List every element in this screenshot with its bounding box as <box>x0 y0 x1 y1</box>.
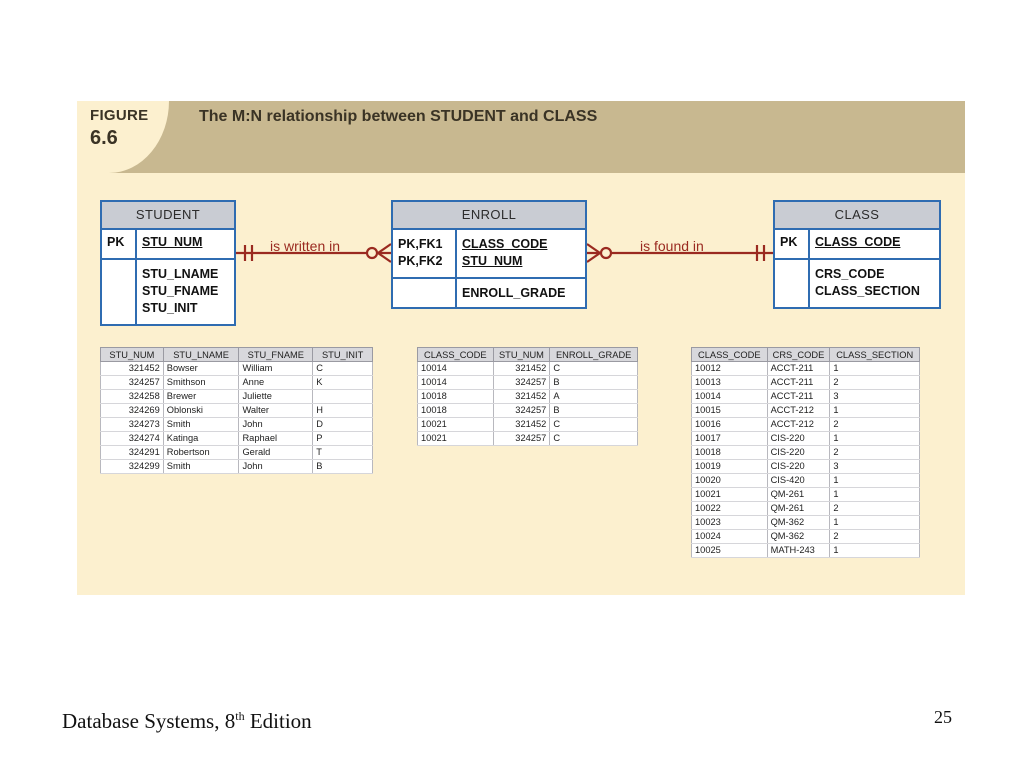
table-cell: 321452 <box>101 362 164 376</box>
table-cell: Brewer <box>163 390 239 404</box>
enroll-key: PK,FK2 <box>398 254 443 268</box>
column-header: STU_FNAME <box>239 348 313 362</box>
table-cell: 2 <box>830 376 920 390</box>
class-pk-attr: CLASS_CODE <box>815 235 901 249</box>
table-row <box>692 446 920 460</box>
table-cell: Smithson <box>163 376 239 390</box>
student-attrs <box>137 260 234 326</box>
student-pk-key: PK <box>102 230 137 258</box>
class-pk-row <box>775 230 939 260</box>
table-cell: 1 <box>830 516 920 530</box>
table-cell: 321452 <box>493 362 550 376</box>
column-header: CLASS_CODE <box>418 348 494 362</box>
table-cell: 3 <box>830 390 920 404</box>
table-row <box>418 390 638 404</box>
class-pk-attrs <box>810 230 939 258</box>
table-row <box>101 404 373 418</box>
table-cell: 1 <box>830 544 920 558</box>
relationship-label-student-enroll: is written in <box>270 238 341 254</box>
table-cell: Gerald <box>239 446 313 460</box>
table-cell: Smith <box>163 418 239 432</box>
class-attr: CLASS_SECTION <box>815 284 920 298</box>
column-header: CLASS_CODE <box>692 348 768 362</box>
table-cell: John <box>239 460 313 474</box>
student-table <box>100 347 373 474</box>
column-header: STU_INIT <box>313 348 373 362</box>
column-header: ENROLL_GRADE <box>550 348 638 362</box>
table-cell: 1 <box>830 432 920 446</box>
table-cell: C <box>550 418 638 432</box>
page-number: 25 <box>934 707 952 727</box>
student-attr: STU_FNAME <box>142 284 219 298</box>
table-row <box>692 488 920 502</box>
table-cell: ACCT-211 <box>767 362 830 376</box>
table-cell: Smith <box>163 460 239 474</box>
table-cell: 10022 <box>692 502 768 516</box>
class-attr-row <box>775 260 939 309</box>
table-row <box>692 474 920 488</box>
table-row <box>101 460 373 474</box>
table-cell: 10018 <box>418 390 494 404</box>
table-cell: 324299 <box>101 460 164 474</box>
table-cell: ACCT-212 <box>767 404 830 418</box>
table-cell: ACCT-211 <box>767 390 830 404</box>
table-cell: 10015 <box>692 404 768 418</box>
figure-label: FIGURE <box>90 107 149 124</box>
table-row <box>418 432 638 446</box>
table-row <box>418 376 638 390</box>
figure-number: 6.6 <box>90 127 118 149</box>
table-cell: 3 <box>830 460 920 474</box>
book-title <box>62 709 312 734</box>
figure-title: The M:N relationship between STUDENT and CLASS <box>199 108 598 125</box>
table-cell: B <box>550 404 638 418</box>
class-pk-key: PK <box>775 230 810 258</box>
table-row <box>101 432 373 446</box>
student-attr-key-cell <box>102 260 137 326</box>
table-cell: John <box>239 418 313 432</box>
table-cell: Walter <box>239 404 313 418</box>
table-row <box>692 544 920 558</box>
class-entity-name: CLASS <box>775 202 939 230</box>
table-cell: 10018 <box>418 404 494 418</box>
table-row <box>692 516 920 530</box>
book-title-prefix: Database Systems, 8 <box>62 709 236 733</box>
table-cell: Robertson <box>163 446 239 460</box>
table-cell: 324257 <box>493 432 550 446</box>
table-cell: 10013 <box>692 376 768 390</box>
table-cell: 321452 <box>493 418 550 432</box>
table-cell: 2 <box>830 530 920 544</box>
table-cell: 1 <box>830 488 920 502</box>
table-row <box>692 362 920 376</box>
student-entity <box>100 200 236 326</box>
table-cell: 324291 <box>101 446 164 460</box>
table-cell: William <box>239 362 313 376</box>
table-cell: 10016 <box>692 418 768 432</box>
table-cell: 10023 <box>692 516 768 530</box>
table-cell: B <box>313 460 373 474</box>
table-cell: A <box>550 390 638 404</box>
enroll-attr-key-cell <box>393 279 457 309</box>
table-cell: Bowser <box>163 362 239 376</box>
table-cell: 324258 <box>101 390 164 404</box>
enroll-pk-attr: CLASS_CODE <box>462 237 548 251</box>
table-cell: 2 <box>830 446 920 460</box>
table-row <box>692 404 920 418</box>
student-pk-attrs <box>137 230 234 258</box>
table-cell: Juliette <box>239 390 313 404</box>
table-cell: QM-261 <box>767 488 830 502</box>
table-row <box>418 362 638 376</box>
column-header: STU_NUM <box>493 348 550 362</box>
table-cell: 1 <box>830 474 920 488</box>
enroll-key: PK,FK1 <box>398 237 443 251</box>
enroll-attrs <box>457 279 585 309</box>
table-row <box>101 446 373 460</box>
table-cell: P <box>313 432 373 446</box>
book-title-sup: th <box>235 709 245 723</box>
table-cell: 10021 <box>418 432 494 446</box>
table-cell: K <box>313 376 373 390</box>
class-entity <box>773 200 941 309</box>
enroll-pk-row <box>393 230 585 279</box>
table-cell: ACCT-212 <box>767 418 830 432</box>
enroll-pk-keys <box>393 230 457 277</box>
table-cell: B <box>550 376 638 390</box>
table-cell: CIS-220 <box>767 460 830 474</box>
table-cell: 10021 <box>418 418 494 432</box>
enroll-pk-attrs <box>457 230 585 277</box>
table-cell: 10017 <box>692 432 768 446</box>
table-cell: 324257 <box>493 376 550 390</box>
table-cell: 321452 <box>493 390 550 404</box>
table-row <box>101 390 373 404</box>
table-cell: 10024 <box>692 530 768 544</box>
student-entity-name: STUDENT <box>102 202 234 230</box>
table-cell: QM-362 <box>767 530 830 544</box>
enroll-attr-row <box>393 279 585 309</box>
table-cell: CIS-220 <box>767 446 830 460</box>
table-cell: H <box>313 404 373 418</box>
table-row <box>692 418 920 432</box>
table-row <box>692 530 920 544</box>
table-cell: Raphael <box>239 432 313 446</box>
table-cell: Katinga <box>163 432 239 446</box>
table-cell: T <box>313 446 373 460</box>
table-cell: 10021 <box>692 488 768 502</box>
enroll-table <box>417 347 638 446</box>
table-cell: 10025 <box>692 544 768 558</box>
table-cell: 324273 <box>101 418 164 432</box>
table-cell: QM-261 <box>767 502 830 516</box>
class-attrs <box>810 260 939 309</box>
column-header: STU_NUM <box>101 348 164 362</box>
table-row <box>692 390 920 404</box>
table-cell: 324274 <box>101 432 164 446</box>
table-cell: 324269 <box>101 404 164 418</box>
table-cell <box>313 390 373 404</box>
table-row <box>101 376 373 390</box>
figure-header <box>77 101 965 173</box>
class-attr: CRS_CODE <box>815 267 885 281</box>
table-cell: 10018 <box>692 446 768 460</box>
table-cell: Anne <box>239 376 313 390</box>
table-cell: 10019 <box>692 460 768 474</box>
book-title-suffix: Edition <box>244 709 312 733</box>
table-cell: C <box>550 362 638 376</box>
table-cell: 10020 <box>692 474 768 488</box>
table-cell: ACCT-211 <box>767 376 830 390</box>
table-row <box>101 362 373 376</box>
table-row <box>692 460 920 474</box>
table-cell: 324257 <box>493 404 550 418</box>
student-attr: STU_LNAME <box>142 267 219 281</box>
table-cell: 324257 <box>101 376 164 390</box>
student-pk-attr: STU_NUM <box>142 235 203 249</box>
table-cell: QM-362 <box>767 516 830 530</box>
table-cell: CIS-420 <box>767 474 830 488</box>
table-cell: C <box>313 362 373 376</box>
table-cell: 10014 <box>692 390 768 404</box>
column-header: CRS_CODE <box>767 348 830 362</box>
enroll-entity-name: ENROLL <box>393 202 585 230</box>
table-cell: 10014 <box>418 362 494 376</box>
class-table <box>691 347 920 558</box>
student-pk-row <box>102 230 234 260</box>
table-cell: C <box>550 432 638 446</box>
enroll-entity <box>391 200 587 309</box>
table-cell: 1 <box>830 362 920 376</box>
student-attr: STU_INIT <box>142 301 198 315</box>
column-header: STU_LNAME <box>163 348 239 362</box>
student-attr-row <box>102 260 234 326</box>
table-cell: 10012 <box>692 362 768 376</box>
table-row <box>418 418 638 432</box>
table-cell: 2 <box>830 502 920 516</box>
table-row <box>101 418 373 432</box>
table-row <box>692 376 920 390</box>
table-cell: 1 <box>830 404 920 418</box>
enroll-attr: ENROLL_GRADE <box>462 286 566 300</box>
table-cell: 10014 <box>418 376 494 390</box>
table-cell: D <box>313 418 373 432</box>
table-cell: Oblonski <box>163 404 239 418</box>
table-row <box>692 502 920 516</box>
enroll-pk-attr: STU_NUM <box>462 254 523 268</box>
table-cell: CIS-220 <box>767 432 830 446</box>
table-cell: 2 <box>830 418 920 432</box>
column-header: CLASS_SECTION <box>830 348 920 362</box>
table-cell: MATH-243 <box>767 544 830 558</box>
class-attr-key-cell <box>775 260 810 309</box>
table-row <box>692 432 920 446</box>
table-row <box>418 404 638 418</box>
relationship-label-enroll-class: is found in <box>640 238 704 254</box>
